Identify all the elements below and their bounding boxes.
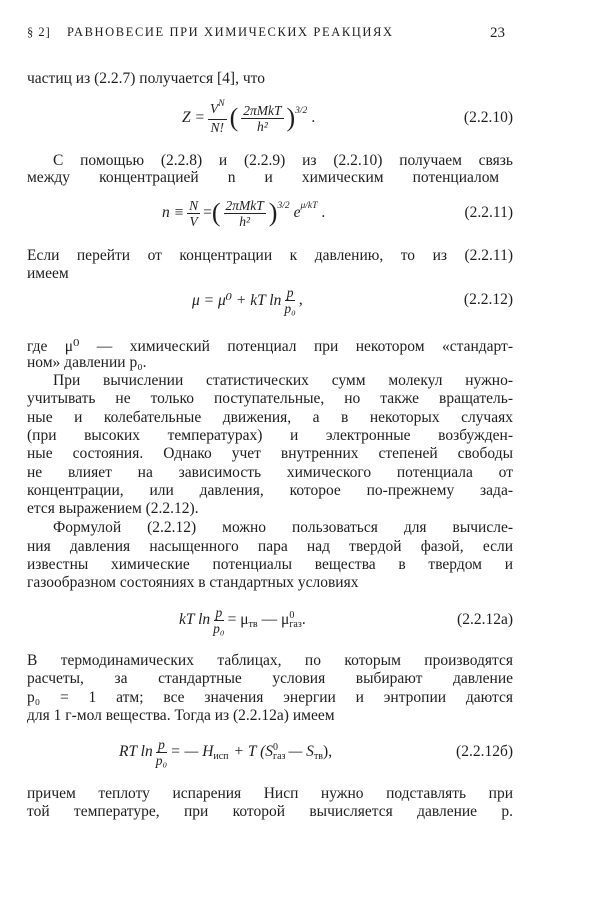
- formula-part: + T (S: [233, 743, 274, 760]
- formula-part: = — H: [170, 743, 214, 760]
- formula: [192, 280, 303, 320]
- subscript: газ: [289, 619, 302, 630]
- equation-2-2-10: [27, 98, 513, 138]
- fraction: [224, 198, 266, 229]
- running-title: РАВНОВЕСИЕ ПРИ ХИМИЧЕСКИХ РЕАКЦИЯХ: [67, 25, 394, 39]
- formula-part: — S: [288, 743, 314, 760]
- text-line: ные и колебательные движения, а в некоторых случаях: [27, 409, 513, 426]
- text-line: где μ⁰ — химический потенциал при некотором «стандарт-: [27, 338, 513, 355]
- denominator: p₀: [213, 620, 225, 636]
- exponent: 3/2: [295, 106, 308, 116]
- formula-lhs: Z =: [182, 109, 205, 126]
- punct: .: [301, 611, 306, 628]
- text-line: (при высоких температурах) и электронные возбужден-: [27, 427, 513, 444]
- exp-base: e: [293, 204, 301, 221]
- subscript: тв: [248, 618, 258, 630]
- numerator: N: [189, 197, 199, 213]
- numerator: p: [286, 284, 294, 300]
- denominator: p₀: [284, 300, 296, 316]
- text-line: В термодинамических таблицах, по которым производятся: [27, 652, 513, 669]
- equation-2-2-12a: [27, 600, 513, 640]
- paren: (: [211, 198, 221, 227]
- formula: [179, 600, 306, 640]
- denominator: h²: [256, 118, 268, 134]
- section-number: § 2]: [27, 25, 51, 39]
- paren: ): [268, 198, 278, 227]
- page-number: 23: [490, 25, 505, 41]
- equals: =: [203, 204, 212, 221]
- formula-part: = μ: [227, 611, 249, 628]
- subscript: газ: [273, 751, 286, 762]
- text-line: При вычислении статистических сумм молекул нужно-: [53, 372, 513, 389]
- superscript: 0: [289, 610, 295, 621]
- punct: .: [311, 109, 316, 126]
- exponent: μ/kT: [300, 201, 318, 211]
- formula-part: — μ: [261, 611, 290, 628]
- text-line: ном» давлении p₀.: [27, 354, 147, 371]
- sup-sub: [273, 743, 286, 761]
- formula-lhs: n ≡: [162, 204, 185, 221]
- equation-number: (2.2.12а): [457, 611, 513, 628]
- text-line: известны химические потенциалы вещества в твердом и: [27, 556, 513, 573]
- sup-sub: [289, 611, 302, 629]
- denominator: h²: [239, 213, 251, 229]
- numerator: 2πMkT: [243, 102, 282, 118]
- denominator: V: [189, 213, 198, 229]
- text-line: между концентрацией n и химическим потенциалом: [27, 169, 499, 186]
- text-line: ния давления насыщенного пара над твердой фазой, если: [27, 538, 513, 555]
- text-line: причем теплоту испарения Hисп нужно подставлять при: [27, 785, 513, 802]
- text-line: концентрации, или давления, которое по-прежнему зада-: [27, 482, 513, 499]
- equation-number: (2.2.12): [463, 291, 513, 308]
- subscript: тв: [313, 750, 324, 762]
- text-line: p₀ = 1 атм; все значения энергии и энтропии даются: [27, 689, 513, 706]
- paren: (: [229, 103, 239, 132]
- text-line: той температуре, при которой вычисляется давление p.: [27, 803, 513, 820]
- running-header: [27, 25, 505, 41]
- formula: [119, 732, 332, 772]
- text-line: расчеты, за стандартные условия выбирают давление: [27, 670, 513, 687]
- numerator: 2πMkT: [225, 197, 264, 213]
- text-line: имеем: [27, 265, 69, 282]
- equation-number: (2.2.11): [464, 204, 513, 221]
- denominator: N!: [210, 120, 225, 135]
- fraction: [241, 103, 283, 134]
- text-line: ется выражением (2.2.12).: [27, 500, 199, 517]
- numerator: V: [209, 101, 219, 116]
- formula: [162, 193, 325, 233]
- punct: ,: [298, 291, 303, 308]
- equation-number: (2.2.10): [463, 109, 513, 126]
- exponent: 3/2: [277, 201, 290, 211]
- fraction: [187, 198, 200, 229]
- fraction: [213, 605, 224, 636]
- superscript: 0: [273, 742, 279, 753]
- formula-lhs: kT ln: [179, 611, 211, 628]
- text-line: С помощью (2.2.8) и (2.2.9) из (2.2.10) получаем связь: [53, 152, 513, 169]
- punct: ),: [323, 743, 333, 760]
- numerator: p: [215, 604, 223, 620]
- text-line: ные состояния. Однако учет внутренних степеней свободы: [27, 445, 513, 462]
- denominator: p₀: [155, 752, 168, 768]
- fraction: [284, 285, 295, 316]
- formula-lhs: μ = μ⁰ + kT ln: [192, 291, 282, 309]
- numerator: p: [158, 736, 165, 752]
- paren: ): [286, 103, 296, 132]
- text-line: Формулой (2.2.12) можно пользоваться для вычисле-: [53, 519, 513, 536]
- text-line: Если перейти от концентрации к давлению, то из (2.2.11): [27, 247, 513, 264]
- fraction: [156, 737, 167, 768]
- text-line: газообразном состояниях в стандартных условиях: [27, 574, 359, 591]
- text-line: учитывать не только поступательные, но также вращатель-: [27, 390, 513, 407]
- subscript: исп: [213, 750, 229, 762]
- text-line: не влияет на зависимость химического потенциала от: [27, 464, 513, 481]
- text-line: для 1 г-мол вещества. Тогда из (2.2.12а) имеем: [27, 707, 335, 724]
- formula-lhs: RT ln: [119, 743, 153, 760]
- equation-2-2-12b: [27, 732, 513, 772]
- fraction: [208, 101, 227, 135]
- punct: .: [321, 204, 326, 221]
- superscript: N: [218, 99, 225, 109]
- equation-2-2-12: [27, 280, 513, 320]
- equation-number: (2.2.12б): [456, 743, 513, 760]
- text-line: частиц из (2.2.7) получается [4], что: [27, 70, 265, 87]
- formula: [182, 98, 315, 138]
- equation-2-2-11: [27, 193, 513, 233]
